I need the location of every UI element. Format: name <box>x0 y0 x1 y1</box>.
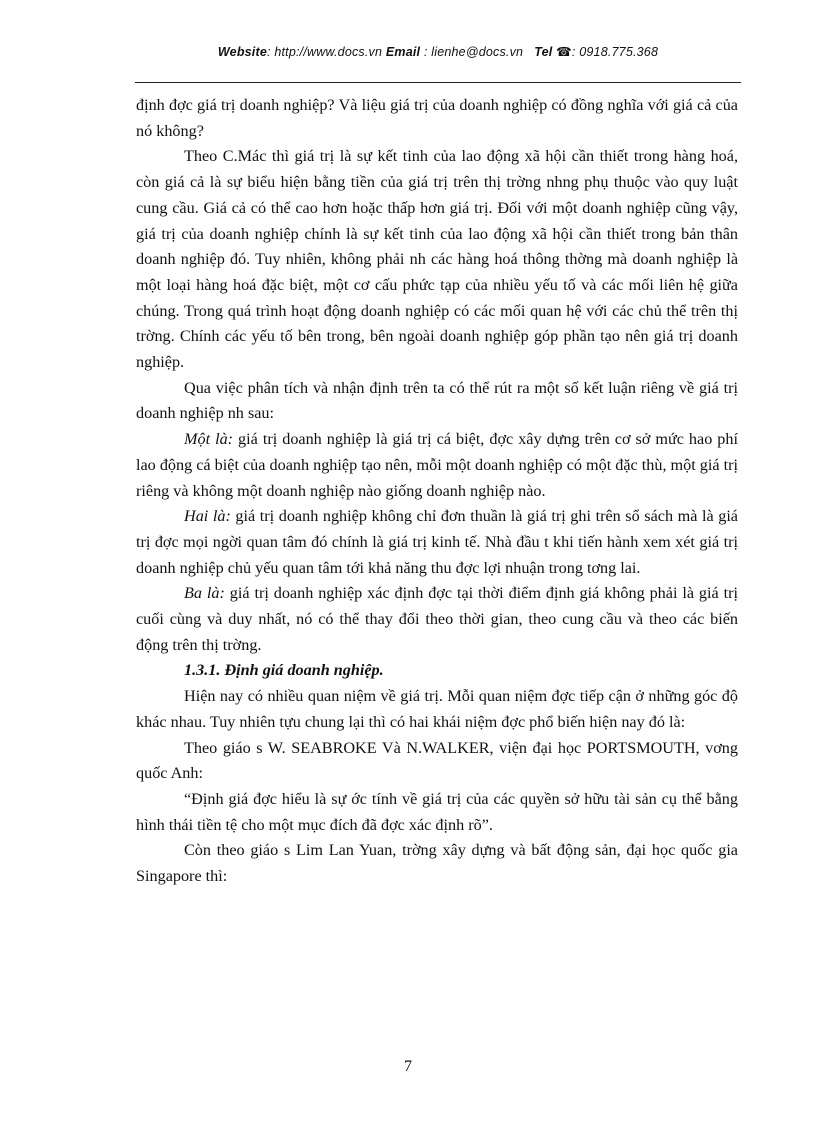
header-divider <box>135 82 741 83</box>
paragraph-4 <box>136 427 738 504</box>
paragraph-5 <box>136 504 738 581</box>
paragraph-2: Theo C.Mác thì giá trị là sự kết tinh của lao động xã hội cần thiết trong hàng hoá, còn giá cả là sự biểu hiện bằng tiền của giá trị trên thị trờng nhng phụ thuộc vào quy luật cung cầu. Giá cả có thể cao hơn hoặc thấp hơn giá trị. Đối với một doanh nghiệp cũng vậy, giá trị của doanh nghiệp chính là sự kết tinh của lao động xã hội cần thiết trong bản thân doanh nghiệp đó. Tuy nhiên, không phải nh các hàng hoá thông thờng mà doanh nghiệp là một loại hàng hoá đặc biệt, một cơ cấu phức tạp của nhiều yếu tố và các mối liên hệ giữa chúng. Trong quá trình hoạt động doanh nghiệp có các mối quan hệ với các chủ thể trên thị trờng. Chính các yếu tố bên trong, bên ngoài doanh nghiệp góp phần tạo nên giá trị doanh nghiệp. <box>136 147 738 372</box>
paragraph-6-text: giá trị doanh nghiệp xác định đợc tại thời điểm định giá không phải là giá trị cuối cùng và duy nhất, nó có thể thay đổi theo thời gian, theo cung cầu và theo các biến động trên thị trờng. <box>136 584 738 654</box>
paragraph-6-lead: Ba là: <box>184 584 225 603</box>
website-value: : http://www.docs.vn <box>267 45 383 59</box>
paragraph-4-text: giá trị doanh nghiệp là giá trị cá biệt, đợc xây dựng trên cơ sở mức hao phí lao động cá biệt của doanh nghiệp tạo nên, mỗi một doanh nghiệp có một đặc thù, một giá trị riêng và không một doanh nghiệp nào giống doanh nghiệp nào. <box>136 430 738 500</box>
paragraph-5-lead: Hai là: <box>184 507 231 526</box>
paragraph-1: định đợc giá trị doanh nghiệp? Và liệu giá trị của doanh nghiệp có đồng nghĩa với giá cả của nó không? <box>136 96 738 140</box>
paragraph-9: “Định giá đợc hiểu là sự ớc tính về giá trị của các quyền sở hữu tài sản cụ thể bằng hình thái tiền tệ cho một mục đích đã đợc xác định rõ”. <box>136 789 738 834</box>
page-header <box>135 44 741 59</box>
tel-label: Tel <box>534 45 553 59</box>
document-body <box>136 93 738 890</box>
page-number: 7 <box>404 1058 412 1075</box>
paragraph-5-text: giá trị doanh nghiệp không chỉ đơn thuần là giá trị ghi trên sổ sách mà là giá trị đợc mọi ngời quan tâm đó chính là giá trị kinh tế. Nhà đầu t khi tiến hành xem xét giá trị doanh nghiệp chủ yếu quan tâm tới khả năng thu đợc lợi nhuận trong tơng lai. <box>136 507 738 577</box>
paragraph-6 <box>136 581 738 658</box>
email-label: Email <box>385 45 421 59</box>
email-value: : lienhe@docs.vn <box>423 45 524 59</box>
paragraph-8: Theo giáo s W. SEABROKE Và N.WALKER, viện đại học PORTSMOUTH, vơng quốc Anh: <box>136 738 738 783</box>
phone-icon: ☎ <box>556 45 572 59</box>
paragraph-10: Còn theo giáo s Lim Lan Yuan, trờng xây dựng và bất động sản, đại học quốc gia Singapore thì: <box>136 841 738 886</box>
paragraph-7: Hiện nay có nhiều quan niệm về giá trị. Mỗi quan niệm đợc tiếp cận ở những góc độ khác nhau. Tuy nhiên tựu chung lại thì có hai khái niệm đợc phổ biến hiện nay đó là: <box>136 687 738 731</box>
section-heading: 1.3.1. Định giá doanh nghiệp. <box>184 661 384 680</box>
paragraph-4-lead: Một là: <box>184 430 234 449</box>
website-label: Website <box>217 45 267 59</box>
paragraph-3: Qua việc phân tích và nhận định trên ta có thể rút ra một số kết luận riêng về giá trị doanh nghiệp nh sau: <box>136 378 738 423</box>
tel-value: : 0918.775.368 <box>571 45 659 59</box>
